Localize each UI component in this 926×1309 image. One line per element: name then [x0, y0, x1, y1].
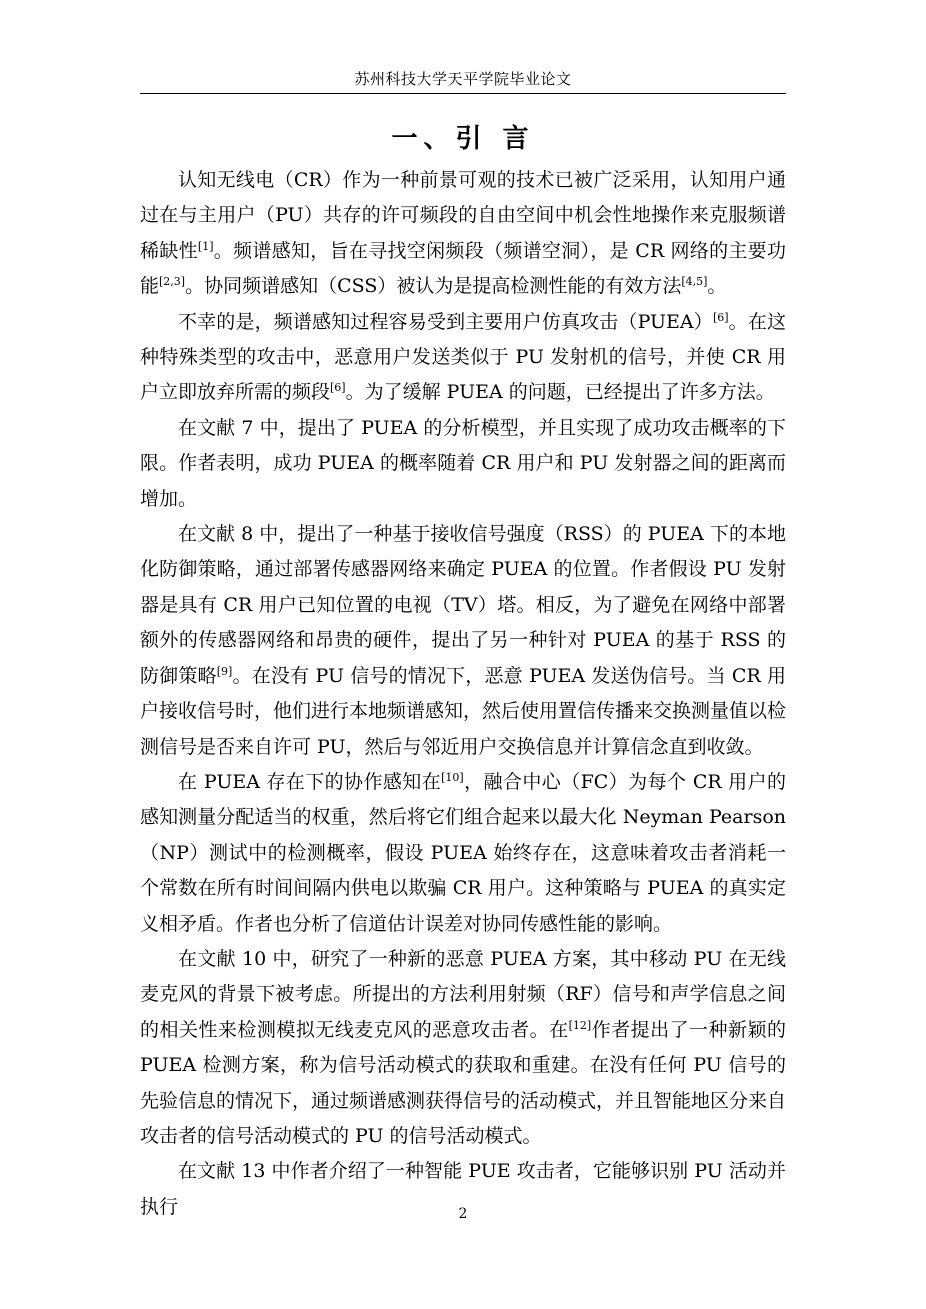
citation: [9] — [216, 664, 233, 678]
text-run: 。在没有 PU 信号的情况下，恶意 PUEA 发送伪信号。当 CR 用户接收信号时，他们进行本地频谱感知，然后使用置信传播来交换测量值以检测信号是否来自许可 PU，然后与邻近用户交换信息并计算信念直到收敛。 — [140, 664, 787, 758]
text-run: 。 — [707, 275, 727, 298]
citation: [6] — [712, 310, 729, 324]
paragraph-4 — [140, 517, 786, 765]
running-header: 苏州科技大学天平学院毕业论文 — [354, 70, 572, 88]
paragraph-6 — [140, 942, 786, 1154]
text-run: 作者提出了一种新颖的 PUEA 检测方案，称为信号活动模式的获取和重建。在没有任何 PU 信号的先验信息的情况下，通过频谱感测获得信号的活动模式，并且智能地区分来自攻击者的信号活动模式的 PU 的信号活动模式。 — [140, 1018, 787, 1147]
citation: [10] — [441, 770, 464, 784]
text-run: 认知无线电（CR）作为一种前景可观的技术已被广泛采用，认知用户通过在与主用户（PU）共存的许可频段的自由空间中机会性地操作来克服频谱稀缺性 — [140, 169, 786, 262]
citation: [6] — [330, 381, 346, 395]
citation: [12] — [568, 1018, 592, 1032]
text-run: 。为了缓解 PUEA 的问题，已经提出了许多方法。 — [345, 381, 775, 404]
citation: [4,5] — [681, 275, 708, 289]
text-run: 。频谱感知，旨在寻找空闲频段（频谱空洞），是 CR 网络的主要功能 — [140, 239, 786, 298]
text-run: 在文献 10 中，研究了一种新的恶意 PUEA 方案，其中移动 PU 在无线麦克风的背景下被考虑。所提出的方法利用射频（RF）信号和声学信息之间的相关性来检测模拟无线麦克风的恶意攻击者。在 — [140, 947, 786, 1041]
body-text — [140, 163, 786, 1225]
text-run: 。协同频谱感知（CSS）被认为是提高检测性能的有效方法 — [185, 275, 682, 298]
text-run: 在文献 8 中，提出了一种基于接收信号强度（RSS）的 PUEA 下的本地化防御策略，通过部署传感器网络来确定 PUEA 的位置。作者假设 PU 发射器是具有 CR 用户已知位置的电视（TV）塔。相反，为了避免在网络中部署额外的传感器网络和昂贵的硬件，提出了另一种针对 PUEA 的基于 RSS 的防御策略 — [140, 523, 786, 687]
paragraph-2 — [140, 305, 786, 411]
section-title: 一、引 言 — [391, 124, 535, 154]
text-run: ，融合中心（FC）为每个 CR 用户的感知测量分配适当的权重，然后将它们组合起来以最大化 Neyman Pearson（NP）测试中的检测概率，假设 PUEA 始终存在，这意味着攻击者消耗一个常数在所有时间间隔内供电以欺骗 CR 用户。这种策略与 PUEA 的真实定义相矛盾。作者也分析了信道估计误差对协同传感性能的影响。 — [140, 770, 786, 935]
citation: [2,3] — [159, 275, 186, 289]
paragraph-1 — [140, 163, 786, 305]
page-number: 2 — [458, 1206, 468, 1222]
paragraph-3: 在文献 7 中，提出了 PUEA 的分析模型，并且实现了成功攻击概率的下限。作者表明，成功 PUEA 的概率随着 CR 用户和 PU 发射器之间的距离而增加。 — [140, 416, 786, 510]
text-run: 在 PUEA 存在下的协作感知在 — [178, 770, 442, 793]
text-run: 。在这种特殊类型的攻击中，恶意用户发送类似于 PU 发射机的信号，并使 CR 用户立即放弃所需的频段 — [140, 310, 786, 404]
paragraph-7: 在文献 13 中作者介绍了一种智能 PUE 攻击者，它能够识别 PU 活动并执行 — [140, 1160, 786, 1218]
paragraph-5 — [140, 765, 786, 942]
header-divider — [140, 93, 786, 94]
citation: [1] — [197, 239, 214, 253]
text-run: 不幸的是，频谱感知过程容易受到主要用户仿真攻击（PUEA） — [178, 310, 713, 333]
